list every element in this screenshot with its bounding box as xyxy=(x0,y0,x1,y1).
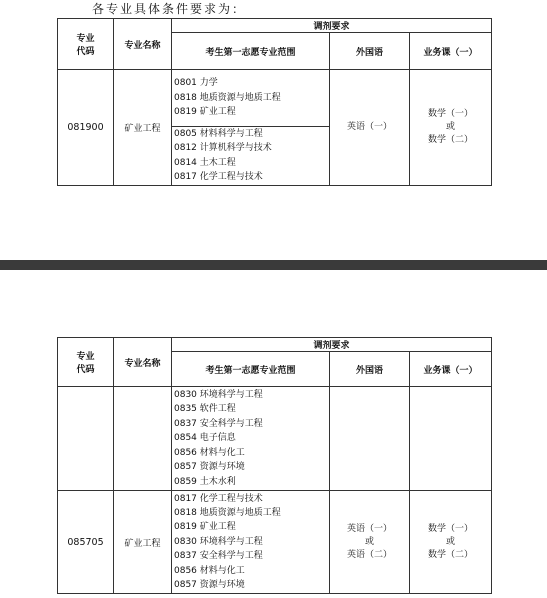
course-requirement: 数学（一） 或 数学（二） xyxy=(410,491,492,594)
name-header: 专业名称 xyxy=(114,338,172,387)
course-header: 业务课（一） xyxy=(410,352,492,387)
intro-text: 各专业具体条件要求为： xyxy=(92,2,247,16)
empty-cell xyxy=(114,387,172,491)
scope-item: 0856 材料与化工 xyxy=(174,565,245,576)
scope-list-a xyxy=(172,387,330,491)
adjust-requirements-header: 调剂要求 xyxy=(172,19,492,33)
scope-item: 0819 矿业工程 xyxy=(174,107,236,118)
scope-item: 0856 材料与化工 xyxy=(174,447,245,458)
language-header: 外国语 xyxy=(330,352,410,387)
scope-item: 0857 资源与环境 xyxy=(174,462,245,473)
scope-item: 0857 资源与环境 xyxy=(174,580,245,591)
requirements-table-2 xyxy=(57,337,492,594)
scope-item: 0854 电子信息 xyxy=(174,433,236,444)
scope-list-b xyxy=(172,127,330,186)
scope-item: 0859 土木水利 xyxy=(174,476,236,487)
scope-item: 0812 计算机科学与技术 xyxy=(174,143,272,154)
scope-item: 0818 地质资源与地质工程 xyxy=(174,507,281,518)
code-header: 专业 代码 xyxy=(58,19,114,70)
scope-item: 0817 化学工程与技术 xyxy=(174,172,263,183)
language-requirement: 英语（一） 或 英语（二） xyxy=(330,491,410,594)
scope-list-b xyxy=(172,491,330,594)
scope-item: 0818 地质资源与地质工程 xyxy=(174,92,281,103)
adjust-requirements-header: 调剂要求 xyxy=(172,338,492,352)
scope-item: 0819 矿业工程 xyxy=(174,522,236,533)
name-header: 专业名称 xyxy=(114,19,172,70)
scope-item: 0837 安全科学与工程 xyxy=(174,418,263,429)
course-requirement: 数学（一） 或 数学（二） xyxy=(410,70,492,186)
empty-cell xyxy=(330,387,410,491)
scope-header: 考生第一志愿专业范围 xyxy=(172,352,330,387)
course-header: 业务课（一） xyxy=(410,33,492,70)
empty-cell xyxy=(58,387,114,491)
requirements-table-1 xyxy=(57,18,492,186)
scope-item: 0817 化学工程与技术 xyxy=(174,493,263,504)
empty-cell xyxy=(410,387,492,491)
language-requirement: 英语（一） xyxy=(330,70,410,186)
major-code: 085705 xyxy=(58,491,114,594)
page-divider xyxy=(0,260,547,270)
scope-item: 0814 土木工程 xyxy=(174,157,236,168)
language-header: 外国语 xyxy=(330,33,410,70)
scope-item: 0830 环境科学与工程 xyxy=(174,390,263,401)
major-name: 矿业工程 xyxy=(114,70,172,186)
scope-list-a xyxy=(172,70,330,127)
scope-item: 0801 力学 xyxy=(174,78,218,89)
scope-header: 考生第一志愿专业范围 xyxy=(172,33,330,70)
major-code: 081900 xyxy=(58,70,114,186)
code-header: 专业 代码 xyxy=(58,338,114,387)
major-name: 矿业工程 xyxy=(114,491,172,594)
scope-item: 0835 软件工程 xyxy=(174,404,236,415)
scope-item: 0837 安全科学与工程 xyxy=(174,551,263,562)
scope-item: 0830 环境科学与工程 xyxy=(174,536,263,547)
scope-item: 0805 材料科学与工程 xyxy=(174,129,263,139)
